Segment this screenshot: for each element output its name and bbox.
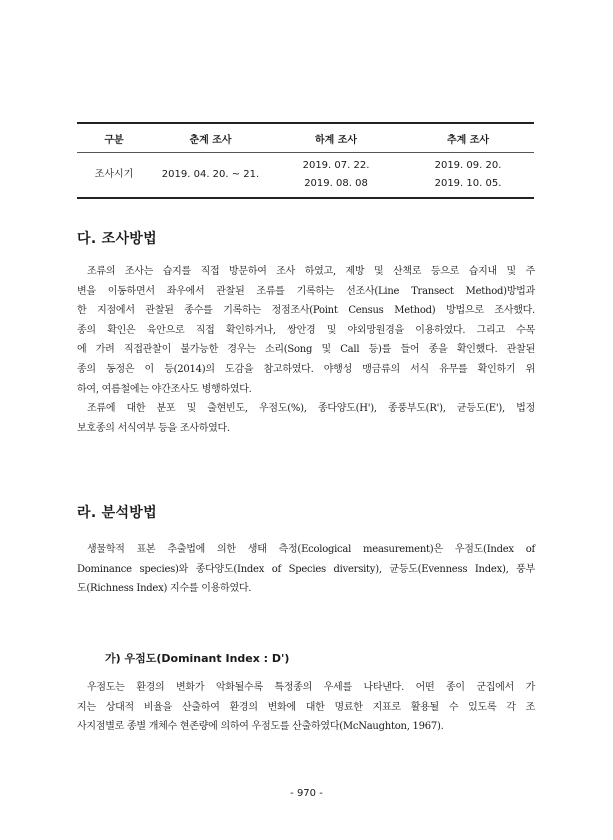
paragraph-line: Dominance species)와 종다양도(Index of Species diversity), 균등도(Evenness Index), 풍부 [77,563,535,575]
analysis-method-paragraph [77,540,535,599]
paragraph-line: 종의 확인은 육안으로 직접 확인하거나, 쌍안경 및 야외망원경을 이용하였다. 그리고 수목 [77,324,535,336]
paragraph-line: 조류에 대한 분포 및 출현빈도, 우점도(%), 종다양도(H'), 종풍부도(R'), 균등도(E'), 법정 [87,403,535,415]
summer-date-2: 2019. 08. 08 [304,178,368,189]
autumn-date-1: 2019. 09. 20. [434,160,502,171]
paragraph-line: 우점도는 환경의 변화가 악화될수록 특정종의 우세를 나타낸다. 어떤 종이 군집에서 가 [87,682,535,693]
section-heading-analysis-method: 라. 분석방법 [77,505,157,521]
table-header-spring: 춘계 조사 [151,123,270,153]
paragraph-line: 변을 이동하면서 좌우에서 관찰된 조류를 기록하는 선조사(Line Transect Method)방법과 [77,285,535,297]
summer-date-1: 2019. 07. 22. [302,160,370,171]
paragraph-line: 보호종의 서식여부 등을 조사하였다. [77,422,230,434]
cell-summer-dates [270,153,402,199]
cell-spring-date: 2019. 04. 20. ~ 21. [151,153,270,199]
table-header-row [77,123,534,153]
table-row [77,153,534,199]
table-header-category: 구분 [77,123,151,153]
autumn-date-2: 2019. 10. 05. [434,178,502,189]
paragraph-line: 종의 동정은 이 등(2014)의 도감을 참고하였다. 야행성 맹금류의 서식 유무를 확인하기 위 [77,363,535,375]
paragraph-line: 조류의 조사는 습지를 직접 방문하여 조사 하였고, 제방 및 산책로 등으로 습지내 및 주 [87,266,535,277]
subsection-heading-dominance-index: 가) 우점도(Dominant Index : D') [105,652,290,665]
paragraph-line: 에 가려 직접관찰이 불가능한 경우는 소리(Song 및 Call 등)를 들어 종을 확인했다. 관찰된 [77,344,535,356]
paragraph-line: 사지점별로 종별 개체수 현존량에 의하여 우점도를 산출하였다(McNaughton, 1967). [77,721,444,733]
paragraph-line: 생물학적 표본 추출법에 의한 생태 측정(Ecological measurement)은 우점도(Index of [87,544,535,555]
cell-autumn-dates [402,153,534,199]
paragraph-line: 하여, 여름철에는 야간조사도 병행하였다. [77,383,252,395]
survey-schedule-table [77,122,534,199]
page-number: - 970 - [290,788,323,799]
paragraph-line: 지는 상대적 비율을 산출하여 환경의 변화에 대한 명료한 지표로 활용될 수 있도록 각 조 [77,701,535,713]
survey-method-paragraph [77,262,535,438]
section-heading-survey-method: 다. 조사방법 [77,231,157,247]
paragraph-line: 도(Richness Index) 지수를 이용하였다. [77,583,252,595]
row-label-survey-period: 조사시기 [77,153,151,199]
dominance-index-paragraph [77,678,535,737]
table-header-autumn: 추계 조사 [402,123,534,153]
table-header-summer: 하계 조사 [270,123,402,153]
paragraph-line: 한 지점에서 관찰된 종수를 기록하는 정점조사(Point Census Method) 방법으로 조사했다. [77,305,535,317]
